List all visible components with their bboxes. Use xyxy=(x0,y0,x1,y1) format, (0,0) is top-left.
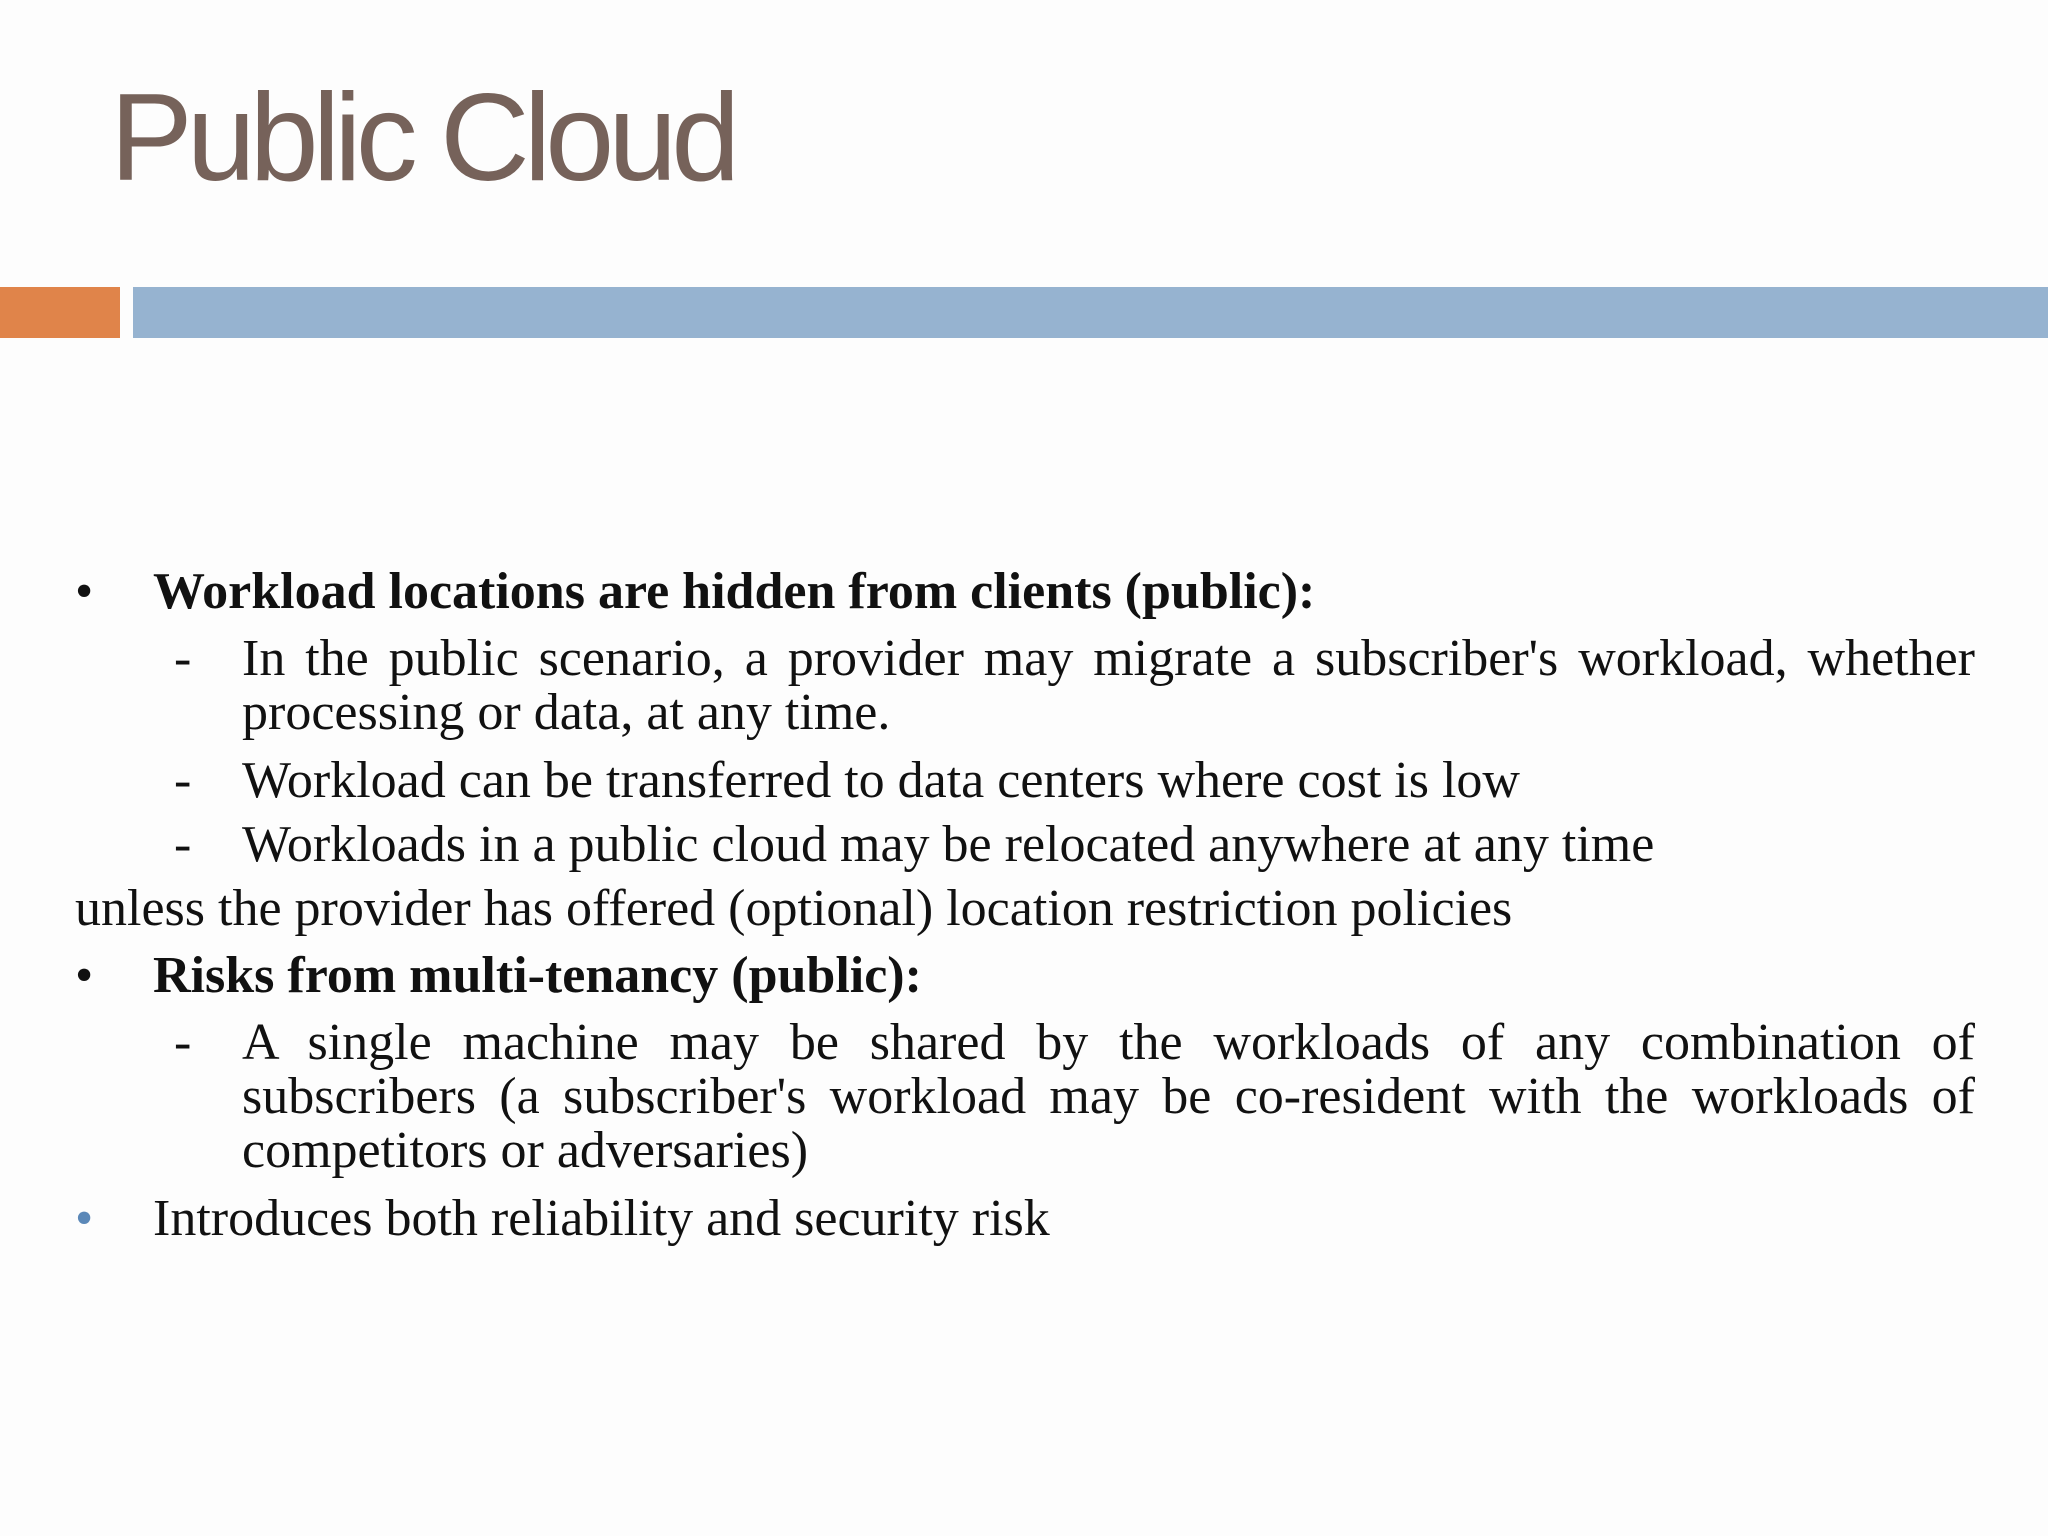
sub-item-text: Workloads in a public cloud may be relocated anywhere at any time xyxy=(242,816,1655,873)
dash-marker: - xyxy=(174,630,192,687)
slide-title: Public Cloud xyxy=(110,69,735,207)
sub-item xyxy=(75,632,1975,740)
title-rule-bar xyxy=(133,287,2048,338)
bullet-text: Risks from multi-tenancy (public): xyxy=(153,947,922,1004)
bullet-marker: • xyxy=(75,563,94,620)
dash-marker: - xyxy=(174,816,192,873)
slide-body xyxy=(75,565,1975,1246)
bullet-item xyxy=(75,949,1975,1003)
sub-item-text: In the public scenario, a provider may migrate a subscriber's workload, whether processing or data, at any time. xyxy=(242,630,1975,741)
sub-item xyxy=(75,1016,1975,1178)
bullet-text: Workload locations are hidden from clients (public): xyxy=(153,563,1316,620)
bullet-item xyxy=(75,1192,1975,1246)
sub-item xyxy=(75,754,1975,808)
dash-marker: - xyxy=(174,752,192,809)
continuation-text: unless the provider has offered (optional) location restriction policies xyxy=(75,880,1513,937)
sub-item xyxy=(75,818,1975,872)
bullet-item xyxy=(75,565,1975,619)
sub-item-text: A single machine may be shared by the workloads of any combination of subscribers (a subscriber's workload may be co-resident with the workloads of competitors or adversaries) xyxy=(242,1014,1975,1179)
sub-item-text: Workload can be transferred to data centers where cost is low xyxy=(242,752,1520,809)
dash-marker: - xyxy=(174,1014,192,1071)
bullet-marker: • xyxy=(75,947,94,1004)
bullet-text: Introduces both reliability and security risk xyxy=(153,1190,1050,1247)
bullet-marker: • xyxy=(75,1190,94,1247)
accent-bar xyxy=(0,287,120,338)
